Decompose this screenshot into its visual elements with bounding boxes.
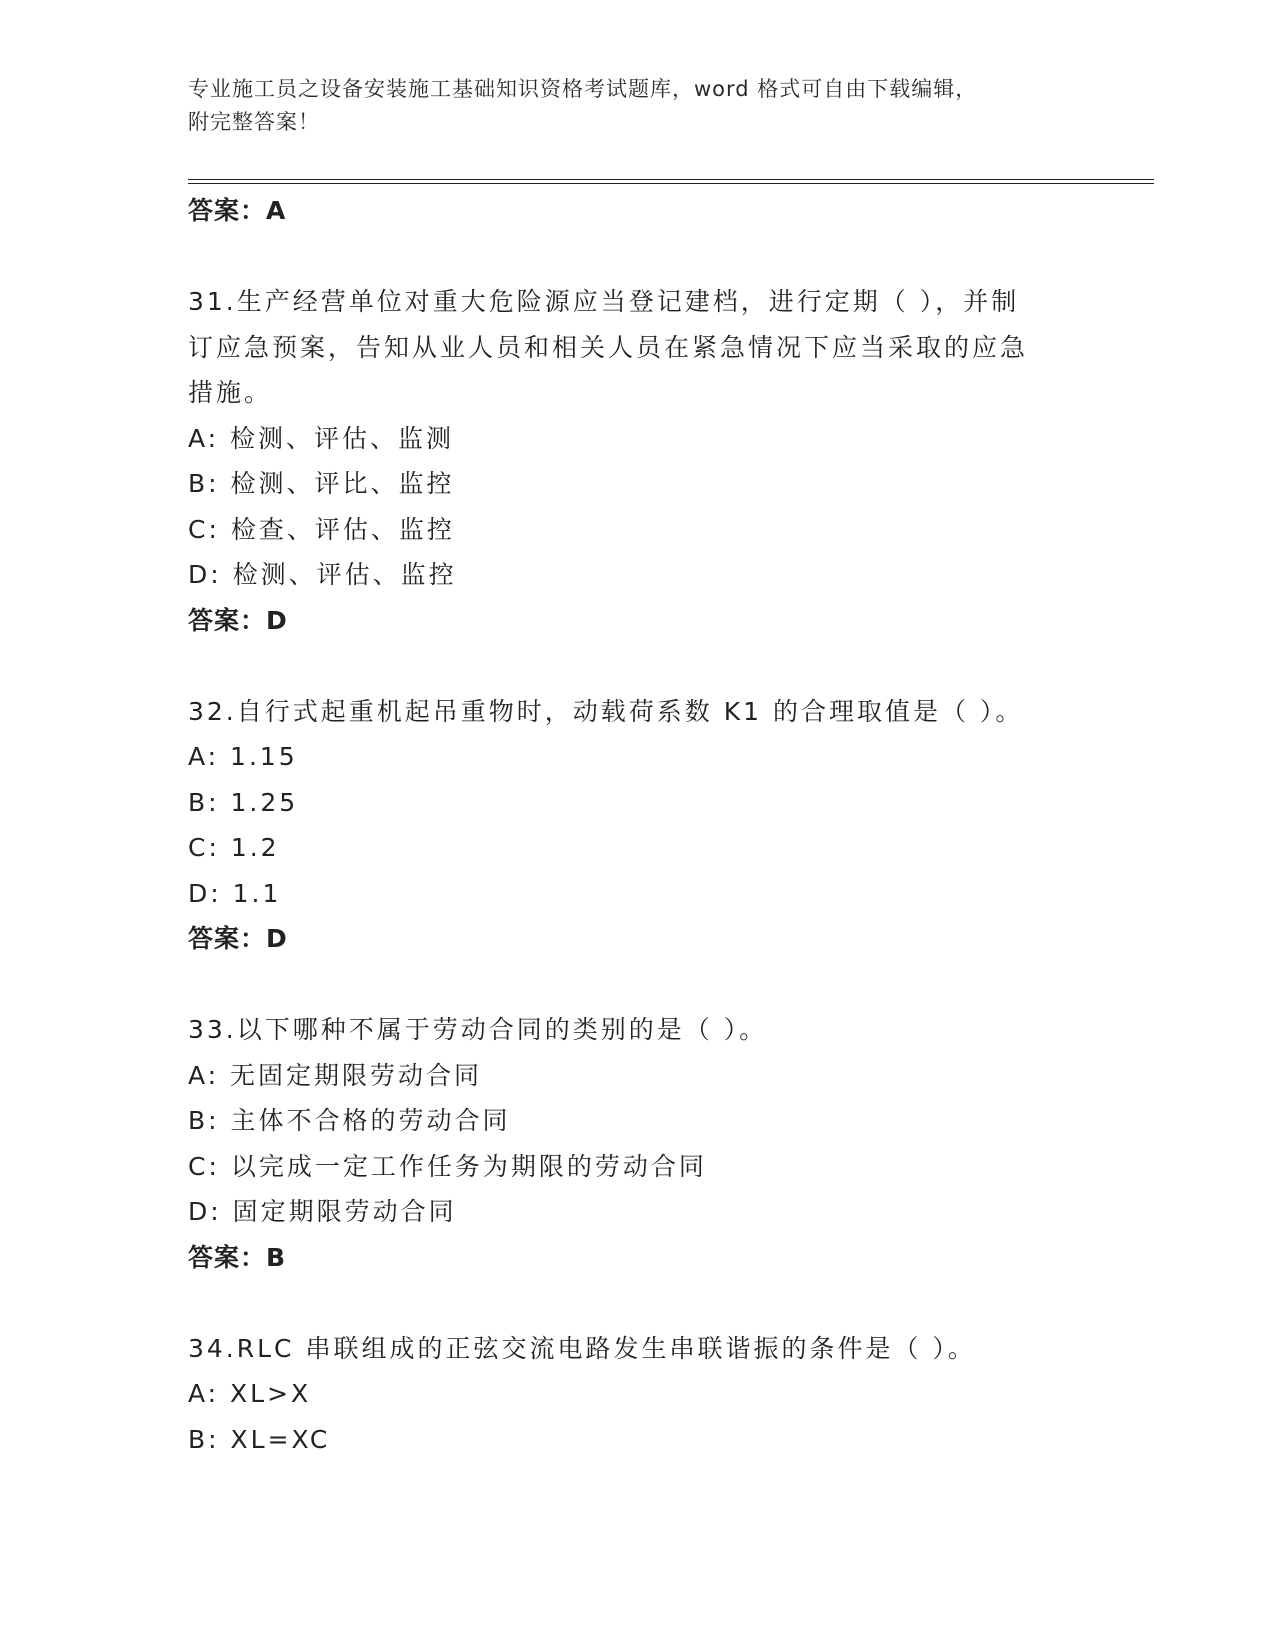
question-line: 措施。 — [188, 378, 273, 407]
spacer — [188, 643, 1068, 689]
spacer — [188, 962, 1068, 1008]
answer-line: 答案：D — [188, 924, 288, 953]
question-line: 32.自行式起重机起吊重物时，动载荷系数 K1 的合理取值是（ ）。 — [188, 696, 1024, 726]
question-line: C: 1.2 — [188, 833, 280, 862]
header-divider-bottom — [188, 183, 1154, 184]
question-line: D: 1.1 — [188, 878, 282, 908]
question-line: D: 检测、评估、监控 — [188, 560, 457, 589]
document-header — [188, 73, 1088, 139]
question-list — [188, 188, 1068, 1462]
answer-line: 答案：B — [188, 1242, 287, 1272]
question-line: C: 检查、评估、监控 — [188, 514, 455, 544]
spacer — [188, 1280, 1068, 1326]
question-line: A: 检测、评估、监测 — [188, 423, 455, 453]
question-line: C: 以完成一定工作任务为期限的劳动合同 — [188, 1151, 707, 1181]
question-line: A: 无固定期限劳动合同 — [188, 1060, 483, 1090]
question-line: A: 1.15 — [188, 742, 298, 771]
question-line: D: 固定期限劳动合同 — [188, 1197, 457, 1226]
question-line: 34.RLC 串联组成的正弦交流电路发生串联谐振的条件是（ ）。 — [188, 1333, 976, 1363]
answer-line: 答案：A — [188, 196, 287, 225]
question-line: B: 主体不合格的劳动合同 — [188, 1106, 511, 1135]
header-divider-top — [188, 179, 1154, 180]
question-line: 31.生产经营单位对重大危险源应当登记建档，进行定期（ ），并制 — [188, 287, 1020, 316]
spacer — [188, 234, 1068, 280]
question-line: 33.以下哪种不属于劳动合同的类别的是（ ）。 — [188, 1015, 768, 1044]
header-line-2: 附完整答案！ — [188, 110, 320, 134]
answer-line: 答案：D — [188, 605, 288, 635]
question-line: 订应急预案，告知从业人员和相关人员在紧急情况下应当采取的应急 — [188, 332, 1029, 362]
question-line: B: XL=XC — [188, 1424, 331, 1454]
question-line: B: 检测、评比、监控 — [188, 469, 455, 498]
question-line: B: 1.25 — [188, 787, 299, 817]
question-line: A: XL>X — [188, 1379, 312, 1408]
header-line-1: 专业施工员之设备安装施工基础知识资格考试题库，word 格式可自由下载编辑， — [188, 77, 978, 101]
